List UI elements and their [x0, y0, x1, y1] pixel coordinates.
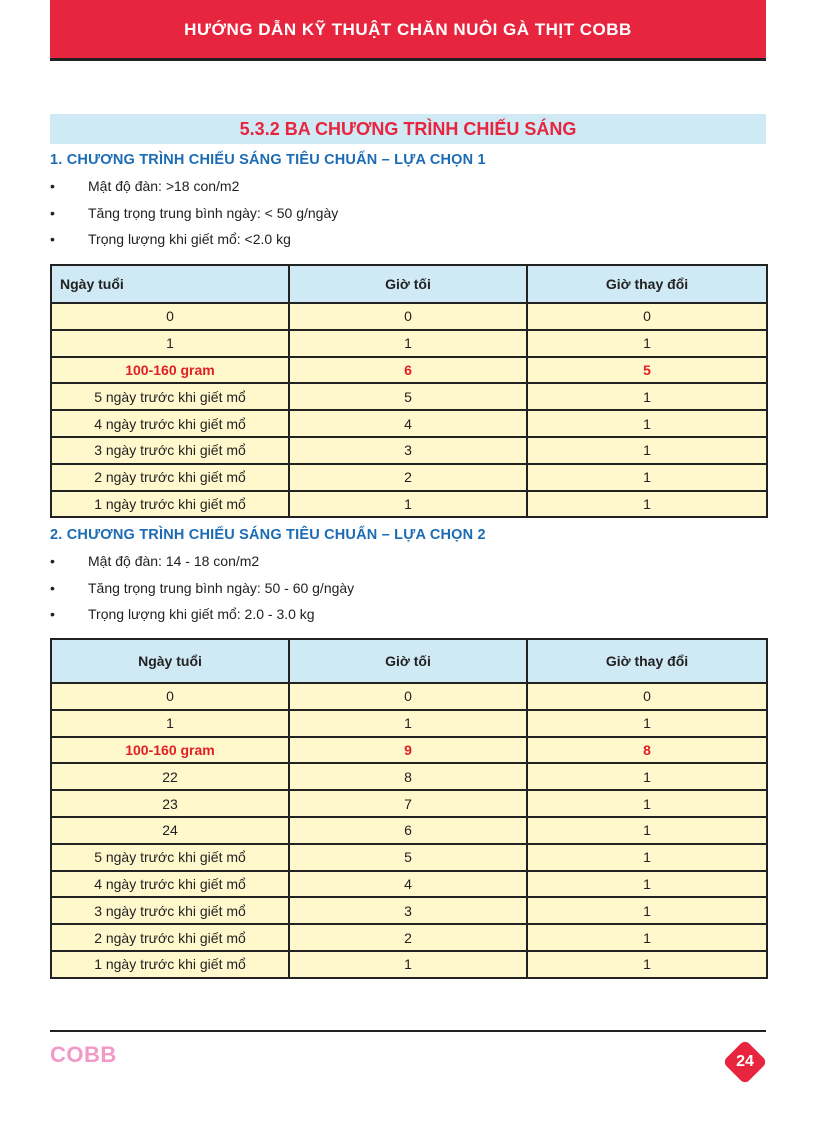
table-row	[51, 710, 767, 737]
table-row	[51, 763, 767, 790]
header-title: HƯỚNG DẪN KỸ THUẬT CHĂN NUÔI GÀ THỊT COBB	[184, 20, 632, 39]
column-header-age: Ngày tuổi	[51, 265, 289, 303]
cell-hours-change: 1	[527, 710, 767, 737]
cell-hours-change: 1	[527, 951, 767, 978]
bullet-item: • Trọng lượng khi giết mổ: <2.0 kg	[50, 226, 338, 253]
table-row	[51, 491, 767, 518]
column-header-hours-change: Giờ thay đổi	[527, 265, 767, 303]
footer-divider	[50, 1030, 766, 1032]
header-divider	[50, 58, 766, 61]
cell-hours-change: 1	[527, 330, 767, 357]
program1-table	[50, 264, 768, 518]
table-row	[51, 924, 767, 951]
table-row	[51, 303, 767, 330]
cell-dark-hours: 4	[289, 410, 527, 437]
cell-age: 4 ngày trước khi giết mổ	[51, 871, 289, 898]
cell-hours-change: 0	[527, 683, 767, 710]
bullet-item: • Trọng lượng khi giết mổ: 2.0 - 3.0 kg	[50, 601, 354, 628]
cell-age: 23	[51, 790, 289, 817]
cell-hours-change: 1	[527, 871, 767, 898]
cell-hours-change: 1	[527, 437, 767, 464]
cell-dark-hours: 1	[289, 951, 527, 978]
bullet-item: • Mật độ đàn: >18 con/m2	[50, 173, 338, 200]
cell-hours-change: 1	[527, 491, 767, 518]
cell-dark-hours: 3	[289, 897, 527, 924]
table-row	[51, 383, 767, 410]
cell-age: 2 ngày trước khi giết mổ	[51, 924, 289, 951]
cell-age: 1	[51, 710, 289, 737]
bullet-item: • Tăng trọng trung bình ngày: < 50 g/ngày	[50, 200, 338, 227]
cell-dark-hours: 8	[289, 763, 527, 790]
cell-hours-change: 1	[527, 897, 767, 924]
table-row	[51, 683, 767, 710]
cell-age: 0	[51, 303, 289, 330]
cell-age: 4 ngày trước khi giết mổ	[51, 410, 289, 437]
cell-age: 1 ngày trước khi giết mổ	[51, 951, 289, 978]
table-row	[51, 330, 767, 357]
table-row	[51, 897, 767, 924]
cell-dark-hours: 1	[289, 491, 527, 518]
cell-dark-hours: 1	[289, 710, 527, 737]
column-header-age: Ngày tuổi	[51, 639, 289, 683]
cell-hours-change: 1	[527, 924, 767, 951]
table-row	[51, 817, 767, 844]
cell-age: 3 ngày trước khi giết mổ	[51, 437, 289, 464]
cell-hours-change: 1	[527, 763, 767, 790]
cell-age: 22	[51, 763, 289, 790]
program2-bullets	[50, 548, 354, 628]
program1-heading: 1. CHƯƠNG TRÌNH CHIẾU SÁNG TIÊU CHUẨN – LỰA CHỌN 1	[50, 152, 486, 168]
column-header-hours-change: Giờ thay đổi	[527, 639, 767, 683]
bullet-item: • Tăng trọng trung bình ngày: 50 - 60 g/ngày	[50, 575, 354, 602]
page-number-badge	[723, 1040, 767, 1084]
cell-age: 1	[51, 330, 289, 357]
cell-age: 100-160 gram	[51, 737, 289, 764]
column-header-dark-hours: Giờ tối	[289, 639, 527, 683]
cell-hours-change: 1	[527, 464, 767, 491]
cell-hours-change: 1	[527, 844, 767, 871]
table-header-row	[51, 265, 767, 303]
cell-dark-hours: 2	[289, 924, 527, 951]
program2-heading: 2. CHƯƠNG TRÌNH CHIẾU SÁNG TIÊU CHUẨN – LỰA CHỌN 2	[50, 527, 486, 543]
table-row	[51, 844, 767, 871]
cell-age: 100-160 gram	[51, 357, 289, 384]
program2-table	[50, 638, 768, 979]
cell-hours-change: 8	[527, 737, 767, 764]
cell-age: 24	[51, 817, 289, 844]
program1-table-body	[51, 303, 767, 517]
cell-dark-hours: 7	[289, 790, 527, 817]
table-row	[51, 871, 767, 898]
cell-dark-hours: 1	[289, 330, 527, 357]
cell-dark-hours: 2	[289, 464, 527, 491]
cell-age: 1 ngày trước khi giết mổ	[51, 491, 289, 518]
cell-dark-hours: 5	[289, 383, 527, 410]
cell-dark-hours: 6	[289, 817, 527, 844]
cell-hours-change: 0	[527, 303, 767, 330]
cell-hours-change: 1	[527, 383, 767, 410]
cell-age: 2 ngày trước khi giết mổ	[51, 464, 289, 491]
section-title: 5.3.2 BA CHƯƠNG TRÌNH CHIẾU SÁNG	[50, 114, 766, 144]
table-row	[51, 790, 767, 817]
table-row	[51, 464, 767, 491]
brand-logo: COBB	[50, 1042, 117, 1067]
cell-dark-hours: 0	[289, 303, 527, 330]
page-number: 24	[736, 1053, 754, 1070]
cell-hours-change: 1	[527, 410, 767, 437]
cell-dark-hours: 5	[289, 844, 527, 871]
table-row	[51, 437, 767, 464]
cell-age: 5 ngày trước khi giết mổ	[51, 844, 289, 871]
cell-age: 0	[51, 683, 289, 710]
program1-bullets	[50, 173, 338, 253]
program2-table-body	[51, 683, 767, 978]
page-header	[50, 0, 766, 58]
cell-hours-change: 1	[527, 817, 767, 844]
cell-dark-hours: 4	[289, 871, 527, 898]
cell-dark-hours: 3	[289, 437, 527, 464]
cell-dark-hours: 0	[289, 683, 527, 710]
cell-hours-change: 5	[527, 357, 767, 384]
cell-age: 3 ngày trước khi giết mổ	[51, 897, 289, 924]
table-row	[51, 951, 767, 978]
cell-age: 5 ngày trước khi giết mổ	[51, 383, 289, 410]
cell-dark-hours: 9	[289, 737, 527, 764]
cell-hours-change: 1	[527, 790, 767, 817]
table-row	[51, 737, 767, 764]
table-row	[51, 410, 767, 437]
table-row	[51, 357, 767, 384]
column-header-dark-hours: Giờ tối	[289, 265, 527, 303]
cell-dark-hours: 6	[289, 357, 527, 384]
table-header-row	[51, 639, 767, 683]
bullet-item: • Mật độ đàn: 14 - 18 con/m2	[50, 548, 354, 575]
